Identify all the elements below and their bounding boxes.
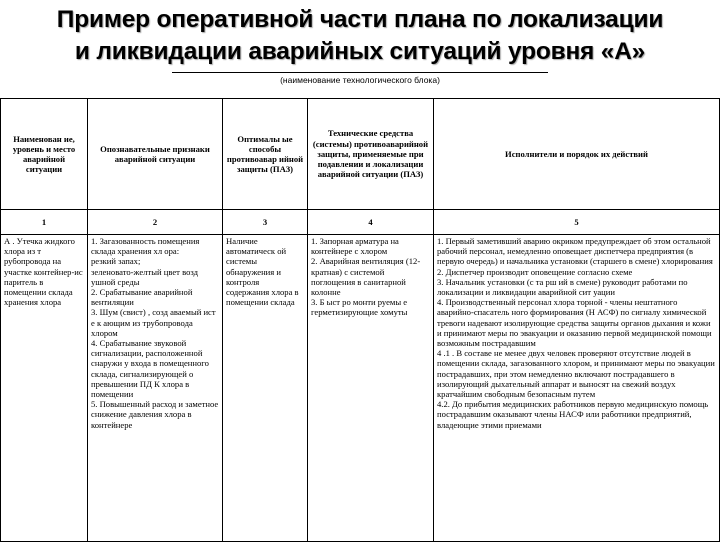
cell-means: 1. Запорная арматура на контейнере с хлором 2. Аварийная вентиляция (12-кратная) с системой поглощения в санитарной колонне 3. Б ыст ро монти руемы е герметизирующие хомуты <box>308 235 434 542</box>
cell-situation: А . Утечка жидкого хлора из т рубопровода на участке контейнер-ис паритель в помещении склада хранения хлора <box>1 235 88 542</box>
cell-executors: 1. Первый заметивший аварию окриком предупреждает об этом остальной рабочий персонал, немедленно оповещает диспетчера предприятия (в первую очередь) и начальника установки (старшего в смене) хлорирования 2. Диспетчер производит оповещение согласно схеме 3. Начальник установки (с та рш ий в смене) руководит работами по локализации и ликвидации аварийной сит уации 4. Производственный персонал хлора торной - члены нештатного аварийно-спасатель ного формирования (Н АСФ) по сигналу химической тревоги надевают изолирующие средства защиты органов дыхания и кожи и принимают меры по эвакуации и оказанию первой медицинской помощи возможным пострадавшим 4 .1 . В составе не менее двух человек проверяют отсутствие людей в помещении склада, загазованного хлором, и принимают меры по эвакуации пострадавших, при этом немедленно включают пострадавшего в изолирующий дыхательный аппарат и выносят на свежий воздух кратчайшим свободным безопасным путем 4.2. До прибытия медицинских работников первую медицинскую помощь пострадавшим оказывают члены НАСФ или работники предприятий, владеющие этими приемами <box>434 235 720 542</box>
cell-signs: 1. Загазованность помещения склада хранения хл ора: резкий запах; зеленовато-желтый цвет возд ушной среды 2. Срабатывание аварийной вентиляции 3. Шум (свист) , созд аваемый ист е к ающим из трубопровода хлором 4. Срабатывание звуковой сигнализации, расположенной снаружи у входа в помещенного склада, сигнализирующей о превышении ПД К хлора в помещении 5. Повышенный расход и заметное снижение давления хлора в контейнере <box>88 235 223 542</box>
cell-methods: Наличие автоматическ ой системы обнаружения и контроля содержания хлора в помещении склада <box>223 235 308 542</box>
plan-table <box>0 98 720 542</box>
slide-title <box>0 4 720 68</box>
column-number: 1 <box>1 210 88 235</box>
header-cell-means: Технические средства (системы) противоаварийной защиты, применяемые при подавлении и локализации аварийной ситуации (ПАЗ) <box>308 99 434 210</box>
title-line-1: Пример оперативной части плана по локализации <box>56 6 664 33</box>
header-cell-signs: Опознавательные признаки аварийной ситуации <box>88 99 223 210</box>
table-number-row <box>1 210 720 235</box>
header-cell-executors: Исполнители и порядок их действий <box>434 99 720 210</box>
column-number: 2 <box>88 210 223 235</box>
blank-underline <box>172 72 548 73</box>
block-name-caption: (наименование технологического блока) <box>280 75 440 85</box>
table-row <box>1 235 720 542</box>
column-number: 3 <box>223 210 308 235</box>
table-header-row <box>1 99 720 210</box>
header-cell-methods: Оптималы ые способы противоавар ийной защиты (ПАЗ) <box>223 99 308 210</box>
header-cell-situation: Наименован ие, уровень и место аварийной ситуации <box>1 99 88 210</box>
column-number: 5 <box>434 210 720 235</box>
column-number: 4 <box>308 210 434 235</box>
title-line-2: и ликвидации аварийных ситуаций уровня «А» <box>74 38 646 65</box>
